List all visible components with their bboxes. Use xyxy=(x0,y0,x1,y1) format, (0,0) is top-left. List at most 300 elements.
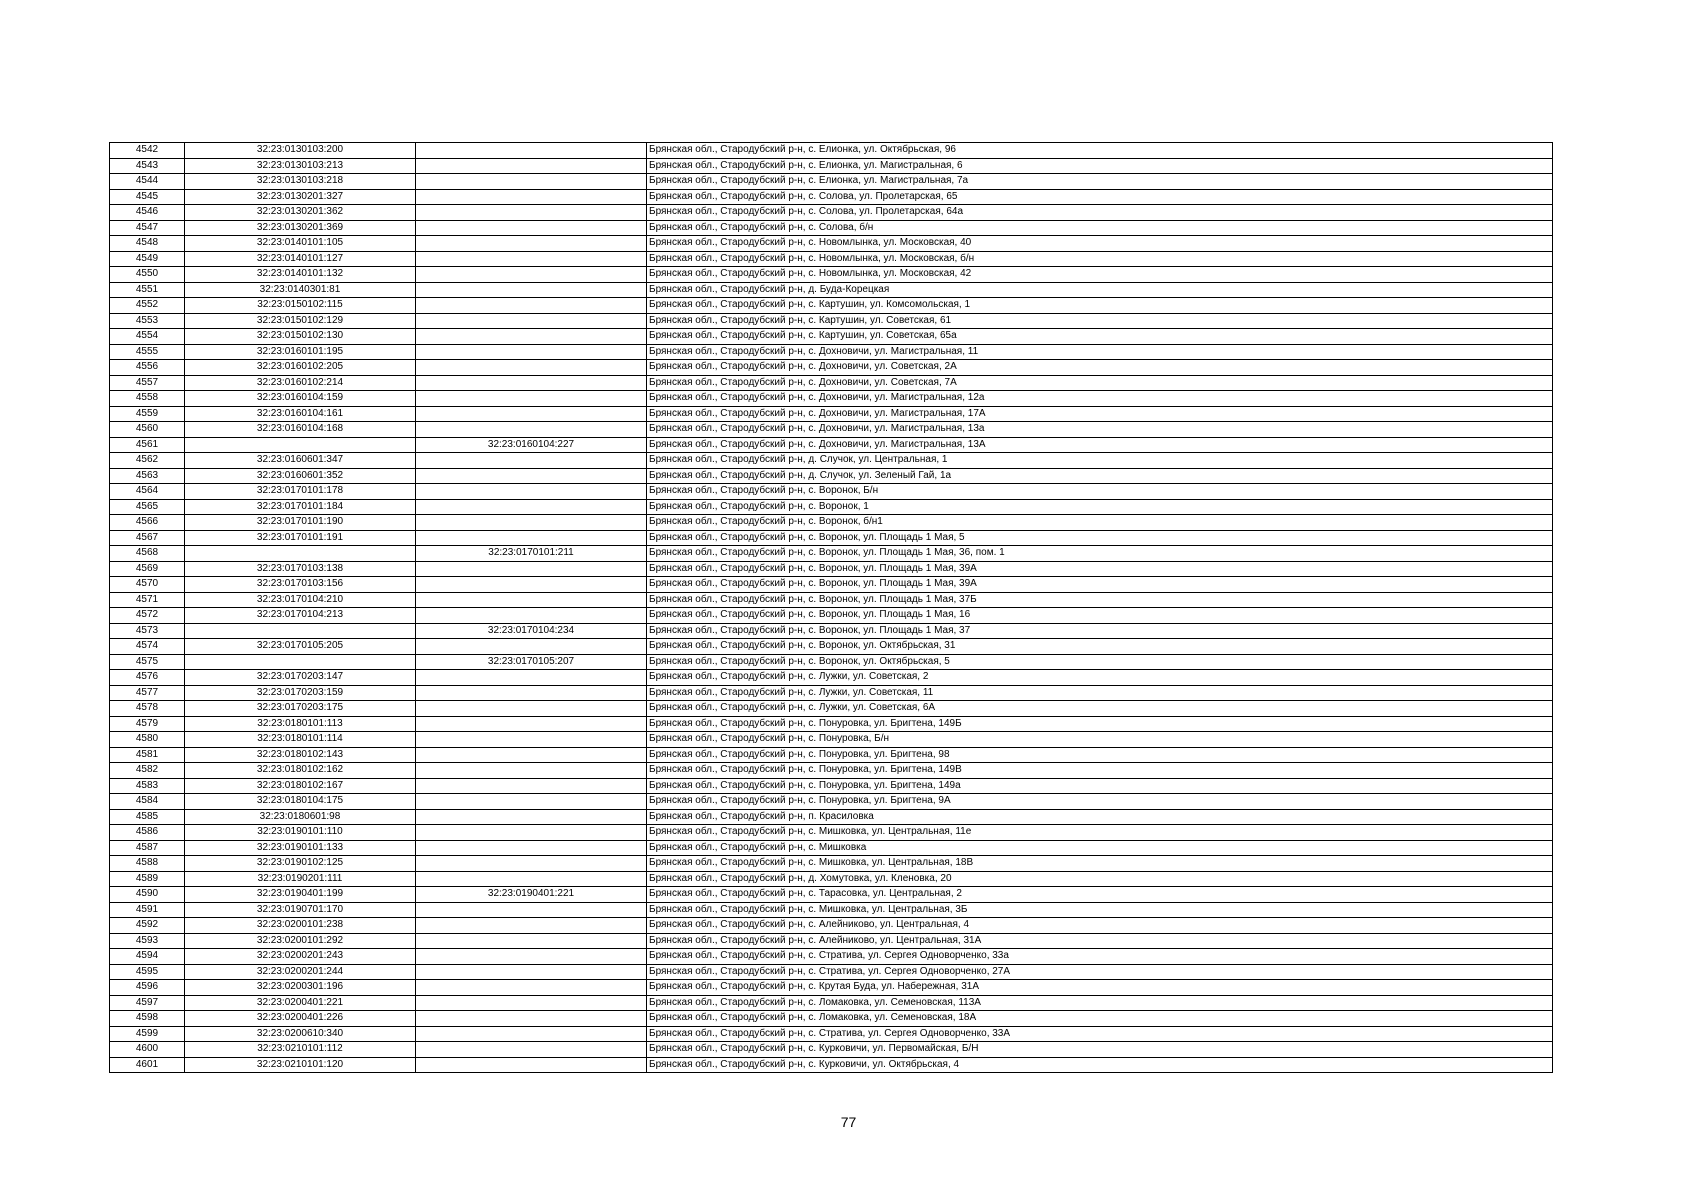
cadastral-number-extra-cell xyxy=(416,236,647,252)
cadastral-number-extra-cell xyxy=(416,205,647,221)
table-row xyxy=(110,685,1553,701)
row-number-cell: 4587 xyxy=(110,840,185,856)
cadastral-number-extra-cell xyxy=(416,484,647,500)
cadastral-number-cell xyxy=(185,654,416,670)
cadastral-number-extra-cell xyxy=(416,747,647,763)
cadastral-number-cell: 32:23:0180102:167 xyxy=(185,778,416,794)
cadastral-number-cell: 32:23:0160104:161 xyxy=(185,406,416,422)
table-row xyxy=(110,608,1553,624)
cadastral-number-cell: 32:23:0150102:129 xyxy=(185,313,416,329)
row-number-cell: 4551 xyxy=(110,282,185,298)
cadastral-number-extra-cell xyxy=(416,406,647,422)
cadastral-number-cell: 32:23:0160104:168 xyxy=(185,422,416,438)
cadastral-number-extra-cell xyxy=(416,174,647,190)
row-number-cell: 4599 xyxy=(110,1026,185,1042)
address-cell: Брянская обл., Стародубский р-н, с. Понуровка, ул. Бригтена, 149а xyxy=(647,778,1553,794)
cadastral-number-cell: 32:23:0180101:113 xyxy=(185,716,416,732)
cadastral-number-extra-cell xyxy=(416,375,647,391)
cadastral-number-extra-cell xyxy=(416,840,647,856)
address-cell: Брянская обл., Стародубский р-н, с. Новомлынка, ул. Московская, 42 xyxy=(647,267,1553,283)
cadastral-number-extra-cell xyxy=(416,189,647,205)
row-number-cell: 4563 xyxy=(110,468,185,484)
cadastral-number-extra-cell xyxy=(416,933,647,949)
row-number-cell: 4600 xyxy=(110,1042,185,1058)
cadastral-number-cell xyxy=(185,546,416,562)
row-number-cell: 4547 xyxy=(110,220,185,236)
address-cell: Брянская обл., Стародубский р-н, с. Дохновичи, ул. Советская, 2А xyxy=(647,360,1553,376)
cadastral-number-cell: 32:23:0140301:81 xyxy=(185,282,416,298)
row-number-cell: 4558 xyxy=(110,391,185,407)
cadastral-number-extra-cell xyxy=(416,918,647,934)
page-number: 77 xyxy=(840,1114,857,1130)
cadastral-number-cell: 32:23:0140101:105 xyxy=(185,236,416,252)
row-number-cell: 4582 xyxy=(110,763,185,779)
address-cell: Брянская обл., Стародубский р-н, с. Стратива, ул. Сергея Одноворченко, 27А xyxy=(647,964,1553,980)
address-cell: Брянская обл., Стародубский р-н, с. Воронок, ул. Площадь 1 Мая, 5 xyxy=(647,530,1553,546)
table-row xyxy=(110,933,1553,949)
address-cell: Брянская обл., Стародубский р-н, с. Дохновичи, ул. Магистральная, 11 xyxy=(647,344,1553,360)
row-number-cell: 4544 xyxy=(110,174,185,190)
row-number-cell: 4554 xyxy=(110,329,185,345)
cadastral-number-cell: 32:23:0200401:226 xyxy=(185,1011,416,1027)
cadastral-number-extra-cell xyxy=(416,422,647,438)
table-row xyxy=(110,716,1553,732)
address-cell: Брянская обл., Стародубский р-н, с. Лужки, ул. Советская, 2 xyxy=(647,670,1553,686)
row-number-cell: 4568 xyxy=(110,546,185,562)
cadastral-number-cell: 32:23:0170104:213 xyxy=(185,608,416,624)
cadastral-number-extra-cell xyxy=(416,856,647,872)
cadastral-number-cell: 32:23:0200201:244 xyxy=(185,964,416,980)
row-number-cell: 4542 xyxy=(110,143,185,159)
row-number-cell: 4548 xyxy=(110,236,185,252)
cadastral-number-extra-cell xyxy=(416,391,647,407)
row-number-cell: 4574 xyxy=(110,639,185,655)
cadastral-number-cell: 32:23:0170203:159 xyxy=(185,685,416,701)
table-row xyxy=(110,871,1553,887)
row-number-cell: 4552 xyxy=(110,298,185,314)
cadastral-number-extra-cell xyxy=(416,825,647,841)
address-cell: Брянская обл., Стародубский р-н, с. Дохновичи, ул. Магистральная, 12а xyxy=(647,391,1553,407)
table-row xyxy=(110,918,1553,934)
row-number-cell: 4573 xyxy=(110,623,185,639)
cadastral-number-extra-cell xyxy=(416,220,647,236)
table-row xyxy=(110,1026,1553,1042)
row-number-cell: 4595 xyxy=(110,964,185,980)
table-row xyxy=(110,422,1553,438)
cadastral-number-extra-cell xyxy=(416,980,647,996)
cadastral-number-cell: 32:23:0140101:127 xyxy=(185,251,416,267)
cadastral-number-extra-cell xyxy=(416,561,647,577)
table-row xyxy=(110,360,1553,376)
row-number-cell: 4555 xyxy=(110,344,185,360)
cadastral-number-extra-cell xyxy=(416,453,647,469)
cadastral-number-cell xyxy=(185,437,416,453)
cadastral-number-extra-cell xyxy=(416,1057,647,1073)
address-cell: Брянская обл., Стародубский р-н, с. Воронок, ул. Площадь 1 Мая, 39А xyxy=(647,577,1553,593)
table-row xyxy=(110,484,1553,500)
table-row xyxy=(110,453,1553,469)
table-row xyxy=(110,174,1553,190)
row-number-cell: 4577 xyxy=(110,685,185,701)
cadastral-number-cell: 32:23:0130103:213 xyxy=(185,158,416,174)
address-cell: Брянская обл., Стародубский р-н, с. Мишковка xyxy=(647,840,1553,856)
cadastral-number-cell: 32:23:0190101:110 xyxy=(185,825,416,841)
address-cell: Брянская обл., Стародубский р-н, с. Алейниково, ул. Центральная, 31А xyxy=(647,933,1553,949)
cadastral-number-cell: 32:23:0170104:210 xyxy=(185,592,416,608)
cadastral-number-cell: 32:23:0180102:143 xyxy=(185,747,416,763)
address-cell: Брянская обл., Стародубский р-н, с. Ломаковка, ул. Семеновская, 18А xyxy=(647,1011,1553,1027)
row-number-cell: 4579 xyxy=(110,716,185,732)
cadastral-number-cell: 32:23:0150102:130 xyxy=(185,329,416,345)
cadastral-number-cell: 32:23:0200101:292 xyxy=(185,933,416,949)
cadastral-number-extra-cell xyxy=(416,344,647,360)
cadastral-number-cell: 32:23:0180601:98 xyxy=(185,809,416,825)
table-row xyxy=(110,267,1553,283)
row-number-cell: 4575 xyxy=(110,654,185,670)
row-number-cell: 4584 xyxy=(110,794,185,810)
cadastral-number-cell: 32:23:0210101:120 xyxy=(185,1057,416,1073)
cadastral-number-extra-cell xyxy=(416,701,647,717)
cadastral-number-cell: 32:23:0180102:162 xyxy=(185,763,416,779)
table-row xyxy=(110,468,1553,484)
cadastral-number-extra-cell xyxy=(416,329,647,345)
cadastral-number-cell: 32:23:0160102:214 xyxy=(185,375,416,391)
row-number-cell: 4594 xyxy=(110,949,185,965)
address-cell: Брянская обл., Стародубский р-н, д. Случок, ул. Зеленый Гай, 1а xyxy=(647,468,1553,484)
row-number-cell: 4567 xyxy=(110,530,185,546)
cadastral-number-extra-cell xyxy=(416,732,647,748)
table-row xyxy=(110,654,1553,670)
row-number-cell: 4593 xyxy=(110,933,185,949)
cadastral-number-extra-cell xyxy=(416,515,647,531)
cadastral-number-cell: 32:23:0130201:369 xyxy=(185,220,416,236)
row-number-cell: 4590 xyxy=(110,887,185,903)
cadastral-number-extra-cell xyxy=(416,964,647,980)
row-number-cell: 4564 xyxy=(110,484,185,500)
row-number-cell: 4543 xyxy=(110,158,185,174)
table-row xyxy=(110,406,1553,422)
address-cell: Брянская обл., Стародубский р-н, с. Солова, ул. Пролетарская, 65 xyxy=(647,189,1553,205)
row-number-cell: 4570 xyxy=(110,577,185,593)
cadastral-number-cell: 32:23:0170101:190 xyxy=(185,515,416,531)
row-number-cell: 4589 xyxy=(110,871,185,887)
table-row xyxy=(110,205,1553,221)
table-row xyxy=(110,701,1553,717)
row-number-cell: 4546 xyxy=(110,205,185,221)
table-row xyxy=(110,561,1553,577)
cadastral-number-extra-cell xyxy=(416,592,647,608)
cadastral-number-cell: 32:23:0160601:347 xyxy=(185,453,416,469)
address-cell: Брянская обл., Стародубский р-н, с. Елионка, ул. Октябрьская, 96 xyxy=(647,143,1553,159)
cadastral-number-cell: 32:23:0200101:238 xyxy=(185,918,416,934)
address-cell: Брянская обл., Стародубский р-н, с. Воронок, б/н1 xyxy=(647,515,1553,531)
cadastral-number-extra-cell xyxy=(416,949,647,965)
table-row xyxy=(110,437,1553,453)
cadastral-number-cell: 32:23:0180101:114 xyxy=(185,732,416,748)
cadastral-number-cell: 32:23:0160104:159 xyxy=(185,391,416,407)
address-cell: Брянская обл., Стародубский р-н, с. Воронок, 1 xyxy=(647,499,1553,515)
table-row xyxy=(110,329,1553,345)
address-cell: Брянская обл., Стародубский р-н, с. Лужки, ул. Советская, 6А xyxy=(647,701,1553,717)
table-row xyxy=(110,236,1553,252)
cadastral-number-extra-cell xyxy=(416,530,647,546)
row-number-cell: 4580 xyxy=(110,732,185,748)
address-cell: Брянская обл., Стародубский р-н, с. Понуровка, Б/н xyxy=(647,732,1553,748)
table-row xyxy=(110,375,1553,391)
table-row xyxy=(110,809,1553,825)
cadastral-number-extra-cell xyxy=(416,1026,647,1042)
table-row xyxy=(110,220,1553,236)
address-cell: Брянская обл., Стародубский р-н, с. Курковичи, ул. Первомайская, Б/Н xyxy=(647,1042,1553,1058)
table-row xyxy=(110,298,1553,314)
cadastral-number-cell: 32:23:0170101:184 xyxy=(185,499,416,515)
cadastral-number-cell: 32:23:0160101:195 xyxy=(185,344,416,360)
table-row xyxy=(110,143,1553,159)
cadastral-number-cell: 32:23:0170101:191 xyxy=(185,530,416,546)
table-row xyxy=(110,515,1553,531)
row-number-cell: 4553 xyxy=(110,313,185,329)
cadastral-number-extra-cell xyxy=(416,639,647,655)
cadastral-number-cell: 32:23:0150102:115 xyxy=(185,298,416,314)
address-cell: Брянская обл., Стародубский р-н, п. Красиловка xyxy=(647,809,1553,825)
address-cell: Брянская обл., Стародубский р-н, с. Курковичи, ул. Октябрьская, 4 xyxy=(647,1057,1553,1073)
address-cell: Брянская обл., Стародубский р-н, д. Буда-Корецкая xyxy=(647,282,1553,298)
cadastral-number-extra-cell xyxy=(416,763,647,779)
cadastral-number-extra-cell xyxy=(416,995,647,1011)
cadastral-number-cell: 32:23:0200301:196 xyxy=(185,980,416,996)
table-row xyxy=(110,282,1553,298)
cadastral-number-cell: 32:23:0200610:340 xyxy=(185,1026,416,1042)
table-row xyxy=(110,313,1553,329)
address-cell: Брянская обл., Стародубский р-н, с. Картушин, ул. Комсомольская, 1 xyxy=(647,298,1553,314)
table-row xyxy=(110,189,1553,205)
cadastral-number-extra-cell: 32:23:0190401:221 xyxy=(416,887,647,903)
row-number-cell: 4597 xyxy=(110,995,185,1011)
address-cell: Брянская обл., Стародубский р-н, с. Дохновичи, ул. Советская, 7А xyxy=(647,375,1553,391)
cadastral-number-cell: 32:23:0130201:327 xyxy=(185,189,416,205)
address-cell: Брянская обл., Стародубский р-н, с. Крутая Буда, ул. Набережная, 31А xyxy=(647,980,1553,996)
cadastral-table xyxy=(109,142,1553,1073)
address-cell: Брянская обл., Стародубский р-н, с. Стратива, ул. Сергея Одноворченко, 33а xyxy=(647,949,1553,965)
cadastral-number-extra-cell xyxy=(416,716,647,732)
cadastral-number-extra-cell xyxy=(416,685,647,701)
cadastral-number-extra-cell: 32:23:0160104:227 xyxy=(416,437,647,453)
table-body xyxy=(110,143,1553,1073)
row-number-cell: 4569 xyxy=(110,561,185,577)
address-cell: Брянская обл., Стародубский р-н, с. Мишковка, ул. Центральная, 18В xyxy=(647,856,1553,872)
cadastral-number-cell: 32:23:0170105:205 xyxy=(185,639,416,655)
cadastral-number-extra-cell: 32:23:0170101:211 xyxy=(416,546,647,562)
table-row xyxy=(110,825,1553,841)
cadastral-number-cell: 32:23:0160601:352 xyxy=(185,468,416,484)
address-cell: Брянская обл., Стародубский р-н, с. Новомлынка, ул. Московская, 40 xyxy=(647,236,1553,252)
cadastral-number-cell: 32:23:0170203:175 xyxy=(185,701,416,717)
address-cell: Брянская обл., Стародубский р-н, с. Понуровка, ул. Бригтена, 149Б xyxy=(647,716,1553,732)
row-number-cell: 4549 xyxy=(110,251,185,267)
table-row xyxy=(110,778,1553,794)
row-number-cell: 4559 xyxy=(110,406,185,422)
row-number-cell: 4598 xyxy=(110,1011,185,1027)
row-number-cell: 4586 xyxy=(110,825,185,841)
table-row xyxy=(110,670,1553,686)
address-cell: Брянская обл., Стародубский р-н, с. Новомлынка, ул. Московская, б/н xyxy=(647,251,1553,267)
cadastral-number-cell: 32:23:0170103:156 xyxy=(185,577,416,593)
table-row xyxy=(110,856,1553,872)
cadastral-number-extra-cell xyxy=(416,608,647,624)
address-cell: Брянская обл., Стародубский р-н, с. Дохновичи, ул. Магистральная, 13А xyxy=(647,437,1553,453)
address-cell: Брянская обл., Стародубский р-н, с. Алейниково, ул. Центральная, 4 xyxy=(647,918,1553,934)
address-cell: Брянская обл., Стародубский р-н, с. Стратива, ул. Сергея Одноворченко, 33А xyxy=(647,1026,1553,1042)
table-row xyxy=(110,763,1553,779)
table-row xyxy=(110,530,1553,546)
row-number-cell: 4572 xyxy=(110,608,185,624)
address-cell: Брянская обл., Стародубский р-н, с. Картушин, ул. Советская, 65а xyxy=(647,329,1553,345)
cadastral-number-extra-cell xyxy=(416,267,647,283)
address-cell: Брянская обл., Стародубский р-н, с. Воронок, Б/н xyxy=(647,484,1553,500)
address-cell: Брянская обл., Стародубский р-н, с. Понуровка, ул. Бригтена, 98 xyxy=(647,747,1553,763)
cadastral-number-extra-cell xyxy=(416,794,647,810)
cadastral-number-cell: 32:23:0210101:112 xyxy=(185,1042,416,1058)
address-cell: Брянская обл., Стародубский р-н, с. Елионка, ул. Магистральная, 7а xyxy=(647,174,1553,190)
cadastral-number-cell: 32:23:0130103:218 xyxy=(185,174,416,190)
row-number-cell: 4588 xyxy=(110,856,185,872)
row-number-cell: 4560 xyxy=(110,422,185,438)
table-row xyxy=(110,639,1553,655)
cadastral-number-cell: 32:23:0130103:200 xyxy=(185,143,416,159)
address-cell: Брянская обл., Стародубский р-н, с. Дохновичи, ул. Магистральная, 13а xyxy=(647,422,1553,438)
cadastral-number-cell: 32:23:0200401:221 xyxy=(185,995,416,1011)
table-row xyxy=(110,964,1553,980)
address-cell: Брянская обл., Стародубский р-н, с. Дохновичи, ул. Магистральная, 17А xyxy=(647,406,1553,422)
address-cell: Брянская обл., Стародубский р-н, с. Понуровка, ул. Бригтена, 9А xyxy=(647,794,1553,810)
row-number-cell: 4565 xyxy=(110,499,185,515)
cadastral-number-extra-cell: 32:23:0170104:234 xyxy=(416,623,647,639)
row-number-cell: 4571 xyxy=(110,592,185,608)
table-row xyxy=(110,995,1553,1011)
cadastral-number-extra-cell xyxy=(416,871,647,887)
table-row xyxy=(110,1042,1553,1058)
row-number-cell: 4556 xyxy=(110,360,185,376)
address-cell: Брянская обл., Стародубский р-н, д. Хомутовка, ул. Кленовка, 20 xyxy=(647,871,1553,887)
address-cell: Брянская обл., Стародубский р-н, с. Мишковка, ул. Центральная, 3Б xyxy=(647,902,1553,918)
cadastral-number-cell xyxy=(185,623,416,639)
table-row xyxy=(110,747,1553,763)
table-row xyxy=(110,158,1553,174)
row-number-cell: 4550 xyxy=(110,267,185,283)
cadastral-number-cell: 32:23:0180104:175 xyxy=(185,794,416,810)
cadastral-number-cell: 32:23:0160102:205 xyxy=(185,360,416,376)
cadastral-number-extra-cell xyxy=(416,158,647,174)
cadastral-number-extra-cell: 32:23:0170105:207 xyxy=(416,654,647,670)
cadastral-number-extra-cell xyxy=(416,282,647,298)
row-number-cell: 4591 xyxy=(110,902,185,918)
table-row xyxy=(110,840,1553,856)
cadastral-number-cell: 32:23:0170203:147 xyxy=(185,670,416,686)
address-cell: Брянская обл., Стародубский р-н, с. Елионка, ул. Магистральная, 6 xyxy=(647,158,1553,174)
address-cell: Брянская обл., Стародубский р-н, с. Мишковка, ул. Центральная, 11е xyxy=(647,825,1553,841)
cadastral-number-cell: 32:23:0140101:132 xyxy=(185,267,416,283)
address-cell: Брянская обл., Стародубский р-н, с. Солова, б/н xyxy=(647,220,1553,236)
cadastral-number-cell: 32:23:0130201:362 xyxy=(185,205,416,221)
row-number-cell: 4592 xyxy=(110,918,185,934)
cadastral-number-extra-cell xyxy=(416,499,647,515)
cadastral-number-cell: 32:23:0190101:133 xyxy=(185,840,416,856)
cadastral-number-extra-cell xyxy=(416,360,647,376)
cadastral-number-cell: 32:23:0190401:199 xyxy=(185,887,416,903)
cadastral-number-extra-cell xyxy=(416,778,647,794)
table-row xyxy=(110,1057,1553,1073)
table-row xyxy=(110,949,1553,965)
table-row xyxy=(110,391,1553,407)
address-cell: Брянская обл., Стародубский р-н, с. Воронок, ул. Площадь 1 Мая, 39А xyxy=(647,561,1553,577)
cadastral-number-extra-cell xyxy=(416,577,647,593)
table-row xyxy=(110,623,1553,639)
row-number-cell: 4576 xyxy=(110,670,185,686)
cadastral-number-extra-cell xyxy=(416,468,647,484)
table-row xyxy=(110,794,1553,810)
address-cell: Брянская обл., Стародубский р-н, с. Лужки, ул. Советская, 11 xyxy=(647,685,1553,701)
row-number-cell: 4561 xyxy=(110,437,185,453)
cadastral-number-cell: 32:23:0190701:170 xyxy=(185,902,416,918)
table-row xyxy=(110,251,1553,267)
cadastral-number-extra-cell xyxy=(416,902,647,918)
cadastral-number-cell: 32:23:0190201:111 xyxy=(185,871,416,887)
table-row xyxy=(110,344,1553,360)
address-cell: Брянская обл., Стародубский р-н, с. Воронок, ул. Октябрьская, 31 xyxy=(647,639,1553,655)
table-row xyxy=(110,902,1553,918)
address-cell: Брянская обл., Стародубский р-н, с. Понуровка, ул. Бригтена, 149В xyxy=(647,763,1553,779)
row-number-cell: 4566 xyxy=(110,515,185,531)
table-row xyxy=(110,546,1553,562)
row-number-cell: 4601 xyxy=(110,1057,185,1073)
cadastral-number-cell: 32:23:0190102:125 xyxy=(185,856,416,872)
address-cell: Брянская обл., Стародубский р-н, д. Случок, ул. Центральная, 1 xyxy=(647,453,1553,469)
cadastral-number-cell: 32:23:0200201:243 xyxy=(185,949,416,965)
address-cell: Брянская обл., Стародубский р-н, с. Воронок, ул. Площадь 1 Мая, 37 xyxy=(647,623,1553,639)
table-row xyxy=(110,577,1553,593)
table-row xyxy=(110,592,1553,608)
row-number-cell: 4583 xyxy=(110,778,185,794)
row-number-cell: 4585 xyxy=(110,809,185,825)
cadastral-number-extra-cell xyxy=(416,251,647,267)
cadastral-number-cell: 32:23:0170103:138 xyxy=(185,561,416,577)
table-row xyxy=(110,732,1553,748)
cadastral-number-extra-cell xyxy=(416,143,647,159)
table-row xyxy=(110,980,1553,996)
address-cell: Брянская обл., Стародубский р-н, с. Воронок, ул. Площадь 1 Мая, 37Б xyxy=(647,592,1553,608)
address-cell: Брянская обл., Стародубский р-н, с. Солова, ул. Пролетарская, 64а xyxy=(647,205,1553,221)
row-number-cell: 4557 xyxy=(110,375,185,391)
address-cell: Брянская обл., Стародубский р-н, с. Картушин, ул. Советская, 61 xyxy=(647,313,1553,329)
cadastral-number-extra-cell xyxy=(416,1042,647,1058)
table-row xyxy=(110,1011,1553,1027)
address-cell: Брянская обл., Стародубский р-н, с. Тарасовка, ул. Центральная, 2 xyxy=(647,887,1553,903)
cadastral-number-extra-cell xyxy=(416,313,647,329)
address-cell: Брянская обл., Стародубский р-н, с. Ломаковка, ул. Семеновская, 113А xyxy=(647,995,1553,1011)
table-row xyxy=(110,887,1553,903)
address-cell: Брянская обл., Стародубский р-н, с. Воронок, ул. Площадь 1 Мая, 16 xyxy=(647,608,1553,624)
cadastral-number-cell: 32:23:0170101:178 xyxy=(185,484,416,500)
cadastral-number-extra-cell xyxy=(416,670,647,686)
row-number-cell: 4596 xyxy=(110,980,185,996)
table-row xyxy=(110,499,1553,515)
address-cell: Брянская обл., Стародубский р-н, с. Воронок, ул. Октябрьская, 5 xyxy=(647,654,1553,670)
cadastral-number-extra-cell xyxy=(416,809,647,825)
row-number-cell: 4545 xyxy=(110,189,185,205)
row-number-cell: 4581 xyxy=(110,747,185,763)
cadastral-number-extra-cell xyxy=(416,298,647,314)
address-cell: Брянская обл., Стародубский р-н, с. Воронок, ул. Площадь 1 Мая, 36, пом. 1 xyxy=(647,546,1553,562)
